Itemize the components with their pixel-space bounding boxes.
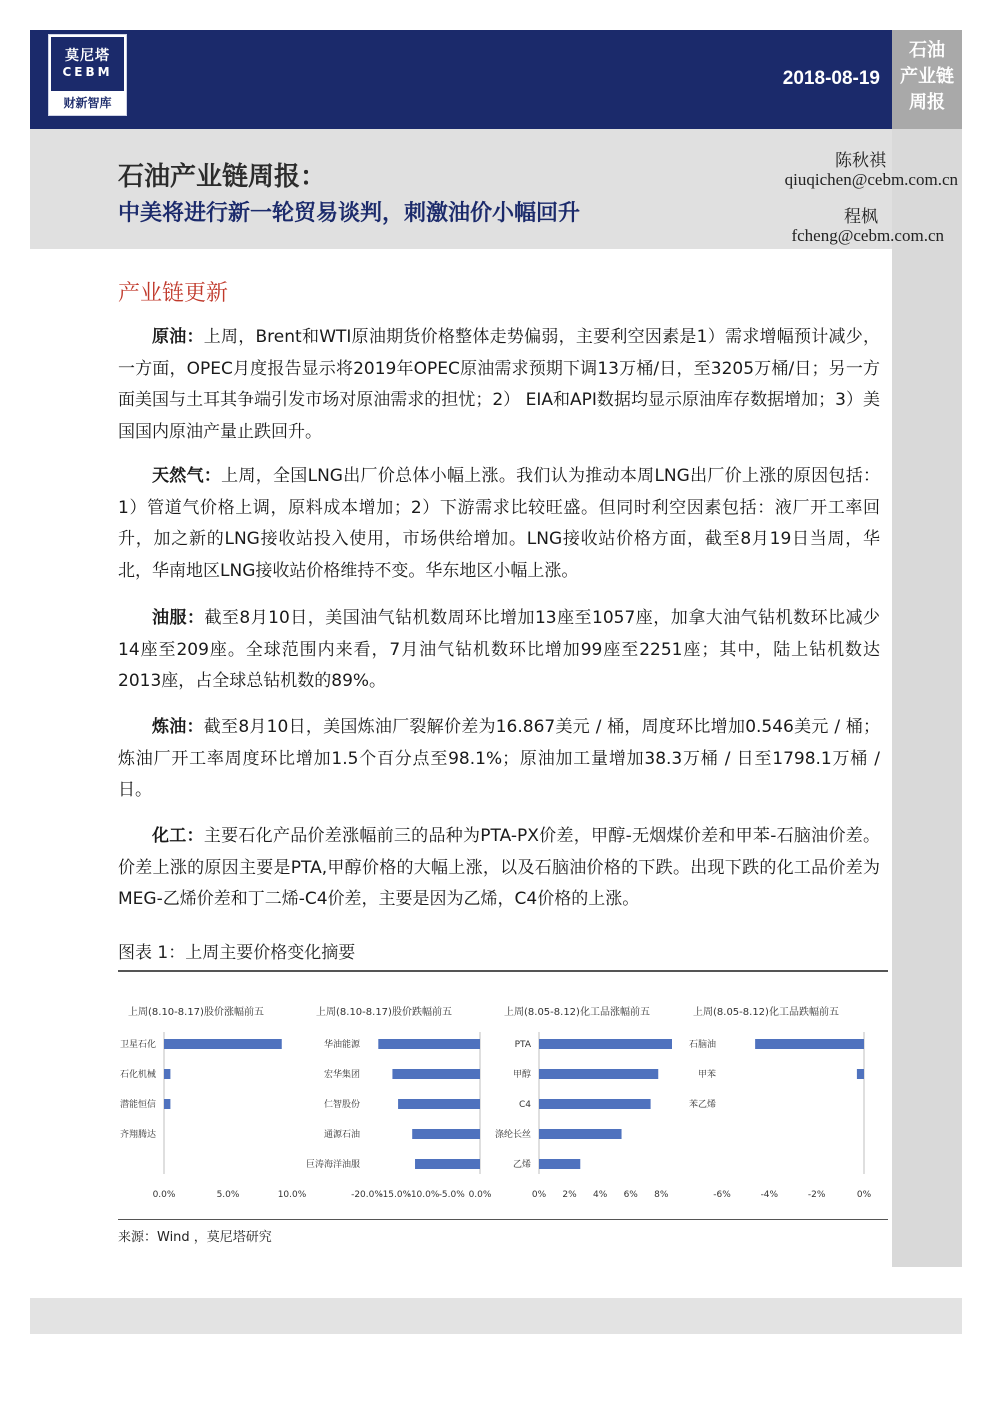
- chart-bar: [392, 1069, 480, 1079]
- para-text: 截至8月10日，美国炼油厂裂解价差为16.867美元 / 桶，周度环比增加0.546美元 / 桶；炼油厂开工率周度环比增加1.5个百分点至98.1%；原油加工量增加38.3万桶 / 日至1798.1万桶 / 日。: [118, 717, 880, 800]
- tab-line-3: 周报: [909, 92, 945, 113]
- chart-category-label: 潜能恒信: [119, 1100, 156, 1110]
- para-label: 原油：: [152, 327, 204, 347]
- chart-bar: [415, 1159, 480, 1169]
- chart-category-label: 卫星石化: [119, 1040, 156, 1050]
- company-logo: [48, 34, 127, 116]
- para-label: 化工：: [152, 826, 204, 846]
- chart-tick-label: -15.0%: [379, 1190, 412, 1200]
- charts-container: [118, 984, 888, 1218]
- tab-line-1: 石油: [909, 40, 945, 61]
- chart-tick-label: 0.0%: [152, 1190, 176, 1200]
- author-name-1: 陈秋祺: [835, 151, 886, 170]
- chart-category-label: 石脑油: [688, 1040, 716, 1050]
- chart-bar: [378, 1039, 480, 1049]
- chart-category-label: 苯乙烯: [688, 1100, 716, 1110]
- author-name-2: 程枫: [844, 207, 878, 226]
- header-bar: [30, 30, 892, 129]
- paragraph-chemical: [118, 821, 880, 916]
- paragraph-refining: [118, 712, 880, 807]
- chart-tick-label: 8%: [654, 1190, 669, 1200]
- chart-bar: [164, 1069, 170, 1079]
- report-title: 石油产业链周报：: [118, 162, 327, 192]
- figure-bottom-rule: [118, 1219, 888, 1220]
- chart-title: 上周(8.10-8.17)股价跌幅前五: [316, 1007, 452, 1018]
- chart-category-label: 涤纶长丝: [494, 1130, 531, 1140]
- chart-tick-label: -2%: [807, 1190, 826, 1200]
- chart-category-label: 华油能源: [323, 1040, 360, 1050]
- chart-category-label: 巨涛海洋油服: [305, 1160, 360, 1170]
- chart-tick-label: 5.0%: [216, 1190, 240, 1200]
- logo-en: CEBM: [62, 65, 113, 79]
- chart-title: 上周(8.05-8.12)化工品涨幅前五: [504, 1007, 650, 1018]
- chart-bar: [164, 1039, 282, 1049]
- chart-bar: [539, 1129, 622, 1139]
- logo-cn: 莫尼塔: [65, 48, 110, 64]
- author-email-2[interactable]: fcheng@cebm.com.cn: [791, 226, 944, 245]
- para-label: 油服：: [152, 608, 205, 628]
- chart-category-label: 通源石油: [323, 1130, 360, 1140]
- chart-tick-label: 2%: [562, 1190, 577, 1200]
- chart-tick-label: -4%: [760, 1190, 779, 1200]
- chart-bar: [539, 1159, 580, 1169]
- chart-tick-label: -5.0%: [438, 1190, 465, 1200]
- footer-band: [30, 1298, 962, 1334]
- report-subtitle: 中美将进行新一轮贸易谈判，刺激油价小幅回升: [118, 201, 581, 226]
- para-text: 截至8月10日，美国油气钻机数周环比增加13座至1057座，加拿大油气钻机数环比减少14座至209座。全球范围内来看，7月油气钻机数环比增加99座至2251座；其中，陆上钻机数达2013座，占全球总钻机数的89%。: [118, 608, 881, 691]
- chart-tick-label: -6%: [713, 1190, 731, 1200]
- chart-bar: [755, 1039, 864, 1049]
- chart-category-label: 甲苯: [697, 1070, 716, 1080]
- chart-category-label: 仁智股份: [323, 1100, 360, 1110]
- logo-mark: [51, 37, 124, 91]
- author-email-1[interactable]: qiuqichen@cebm.com.cn: [784, 170, 958, 189]
- para-label: 天然气：: [152, 466, 222, 486]
- chart-tick-label: -10.0%: [407, 1190, 440, 1200]
- chart-bar: [857, 1069, 864, 1079]
- chart-category-label: PTA: [514, 1040, 531, 1050]
- chart-category-label: C4: [518, 1100, 531, 1110]
- para-text: 上周，Brent和WTI原油期货价格整体走势偏弱，主要利空因素是1）需求增幅预计减少，一方面，OPEC月度报告显示将2019年OPEC原油需求预期下调13万桶/日，至3205万桶/日；另一方面美国与土耳其争端引发市场对原油需求的担忧；2） EIA和API数据均显示原油库存数据增加；3）美国国内原油产量止跌回升。: [118, 327, 881, 442]
- paragraph-crude: [118, 322, 880, 448]
- chart-category-label: 石化机械: [119, 1070, 156, 1080]
- chart-tick-label: 0.0%: [468, 1190, 492, 1200]
- chart-category-label: 甲醇: [512, 1070, 531, 1080]
- chart-title: 上周(8.05-8.12)化工品跌幅前五: [693, 1007, 839, 1018]
- chart-tick-label: 0%: [531, 1190, 547, 1200]
- logo-sub: 财新智库: [63, 96, 112, 110]
- chart-category-label: 齐翔腾达: [119, 1130, 156, 1140]
- chart-tick-label: 0%: [856, 1190, 872, 1200]
- chart-tick-label: 4%: [593, 1190, 608, 1200]
- chart-tick-label: -20.0%: [351, 1190, 383, 1200]
- chart-bar: [164, 1099, 170, 1109]
- chart-tick-label: 6%: [623, 1190, 638, 1200]
- chart-bar: [539, 1099, 651, 1109]
- section-title: 产业链更新: [118, 281, 229, 306]
- chart-tick-label: 10.0%: [277, 1190, 307, 1200]
- para-text: 上周，全国LNG出厂价总体小幅上涨。我们认为推动本周LNG出厂价上涨的原因包括：1）管道气价格上调，原料成本增加；2）下游需求比较旺盛。但同时利空因素包括：液厂开工率回升，加之新的LNG接收站投入使用，市场供给增加。LNG接收站价格方面，截至8月19日当周，华北，华南地区LNG接收站价格维持不变。华东地区小幅上涨。: [118, 466, 880, 581]
- para-label: 炼油：: [152, 717, 204, 737]
- side-strip: [892, 129, 962, 1267]
- report-type-tab: [892, 30, 962, 129]
- charts-svg: [118, 984, 888, 1218]
- chart-title: 上周(8.10-8.17)股价涨幅前五: [128, 1007, 264, 1018]
- report-date: 2018-08-19: [782, 68, 880, 89]
- chart-category-label: 乙烯: [512, 1160, 531, 1170]
- para-text: 主要石化产品价差涨幅前三的品种为PTA-PX价差，甲醇-无烟煤价差和甲苯-石脑油价差。价差上涨的原因主要是PTA,甲醇价格的大幅上涨，以及石脑油价格的下跌。出现下跌的化工品价差为MEG-乙烯价差和丁二烯-C4价差，主要是因为乙烯，C4价格的上涨。: [118, 826, 881, 909]
- chart-bar: [539, 1069, 658, 1079]
- chart-bar: [398, 1099, 480, 1109]
- figure-source: 来源：Wind ，莫尼塔研究: [118, 1230, 272, 1245]
- figure-top-rule: [118, 970, 888, 972]
- chart-bar: [539, 1039, 672, 1049]
- paragraph-gas: [118, 461, 880, 587]
- figure-title: 图表 1：上周主要价格变化摘要: [118, 943, 356, 963]
- tab-line-2: 产业链: [900, 66, 954, 87]
- paragraph-oilservice: [118, 603, 880, 698]
- chart-category-label: 宏华集团: [323, 1070, 360, 1080]
- chart-bar: [412, 1129, 480, 1139]
